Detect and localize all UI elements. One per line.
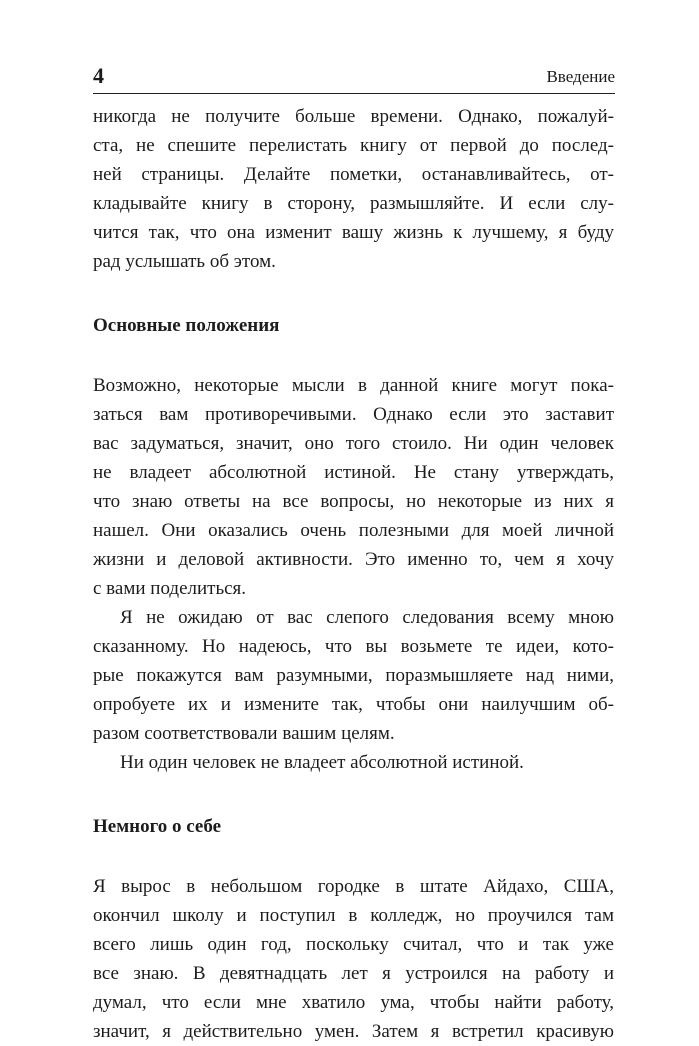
- text-line: рад услышать об этом.: [93, 251, 276, 272]
- text-line: сказанному. Но надеюсь, что вы возьмете те идеи, кото-: [93, 636, 614, 657]
- text-line: Я не ожидаю от вас слепого следования всему мною: [120, 607, 614, 628]
- text-line: кладывайте книгу в сторону, размышляйте. И если слу-: [93, 193, 614, 214]
- intro-paragraph: [93, 102, 614, 276]
- text-line: думал, что если мне хватило ума, чтобы найти работу,: [93, 992, 614, 1013]
- text-line: рые покажутся вам разумными, поразмышляете над ними,: [93, 665, 614, 686]
- text-line: что знаю ответы на все вопросы, но некоторые из них я: [93, 491, 614, 512]
- page-number: 4: [93, 63, 104, 88]
- running-head: Введение: [546, 67, 615, 86]
- section1-paragraph-1: [93, 371, 614, 603]
- text-line: никогда не получите больше времени. Однако, пожалуй-: [93, 106, 614, 127]
- section1-paragraph-3: [93, 748, 614, 777]
- text-line: все знаю. В девятнадцать лет я устроился на работу и: [93, 963, 614, 984]
- text-line: разом соответствовали вашим целям.: [93, 723, 395, 744]
- text-line: не владеет абсолютной истиной. Не стану утверждать,: [93, 462, 614, 483]
- text-line: ста, не спешите перелистать книгу от первой до послед-: [93, 135, 614, 156]
- section1-paragraph-2: [93, 603, 614, 748]
- section2-paragraph-1: [93, 872, 614, 1046]
- text-line: жизни и деловой активности. Это именно то, чем я хочу: [93, 549, 614, 570]
- text-line: Возможно, некоторые мысли в данной книге могут пока-: [93, 375, 614, 396]
- text-line: Ни один человек не владеет абсолютной истиной.: [120, 752, 524, 773]
- text-line: ней страницы. Делайте пометки, останавливайтесь, от-: [93, 164, 614, 185]
- section-heading-main-points: Основные положения: [93, 315, 280, 336]
- page-header: [93, 63, 615, 89]
- header-rule: [93, 93, 615, 94]
- text-line: окончил школу и поступил в колледж, но проучился там: [93, 905, 614, 926]
- text-line: заться вам противоречивыми. Однако если это заставит: [93, 404, 614, 425]
- text-line: с вами поделиться.: [93, 578, 247, 599]
- page-body: [93, 102, 614, 1046]
- text-line: нашел. Они оказались очень полезными для моей личной: [93, 520, 614, 541]
- text-line: чится так, что она изменит вашу жизнь к лучшему, я буду: [93, 222, 614, 243]
- text-line: всего лишь один год, поскольку считал, что и так уже: [93, 934, 614, 955]
- text-line: Я вырос в небольшом городке в штате Айдахо, США,: [93, 876, 614, 897]
- text-line: вас задуматься, значит, оно того стоило. Ни один человек: [93, 433, 614, 454]
- text-line: опробуете их и измените так, чтобы они наилучшим об-: [93, 694, 614, 715]
- section-heading-about-me: Немного о себе: [93, 816, 222, 837]
- text-line: значит, я действительно умен. Затем я встретил красивую: [93, 1021, 614, 1042]
